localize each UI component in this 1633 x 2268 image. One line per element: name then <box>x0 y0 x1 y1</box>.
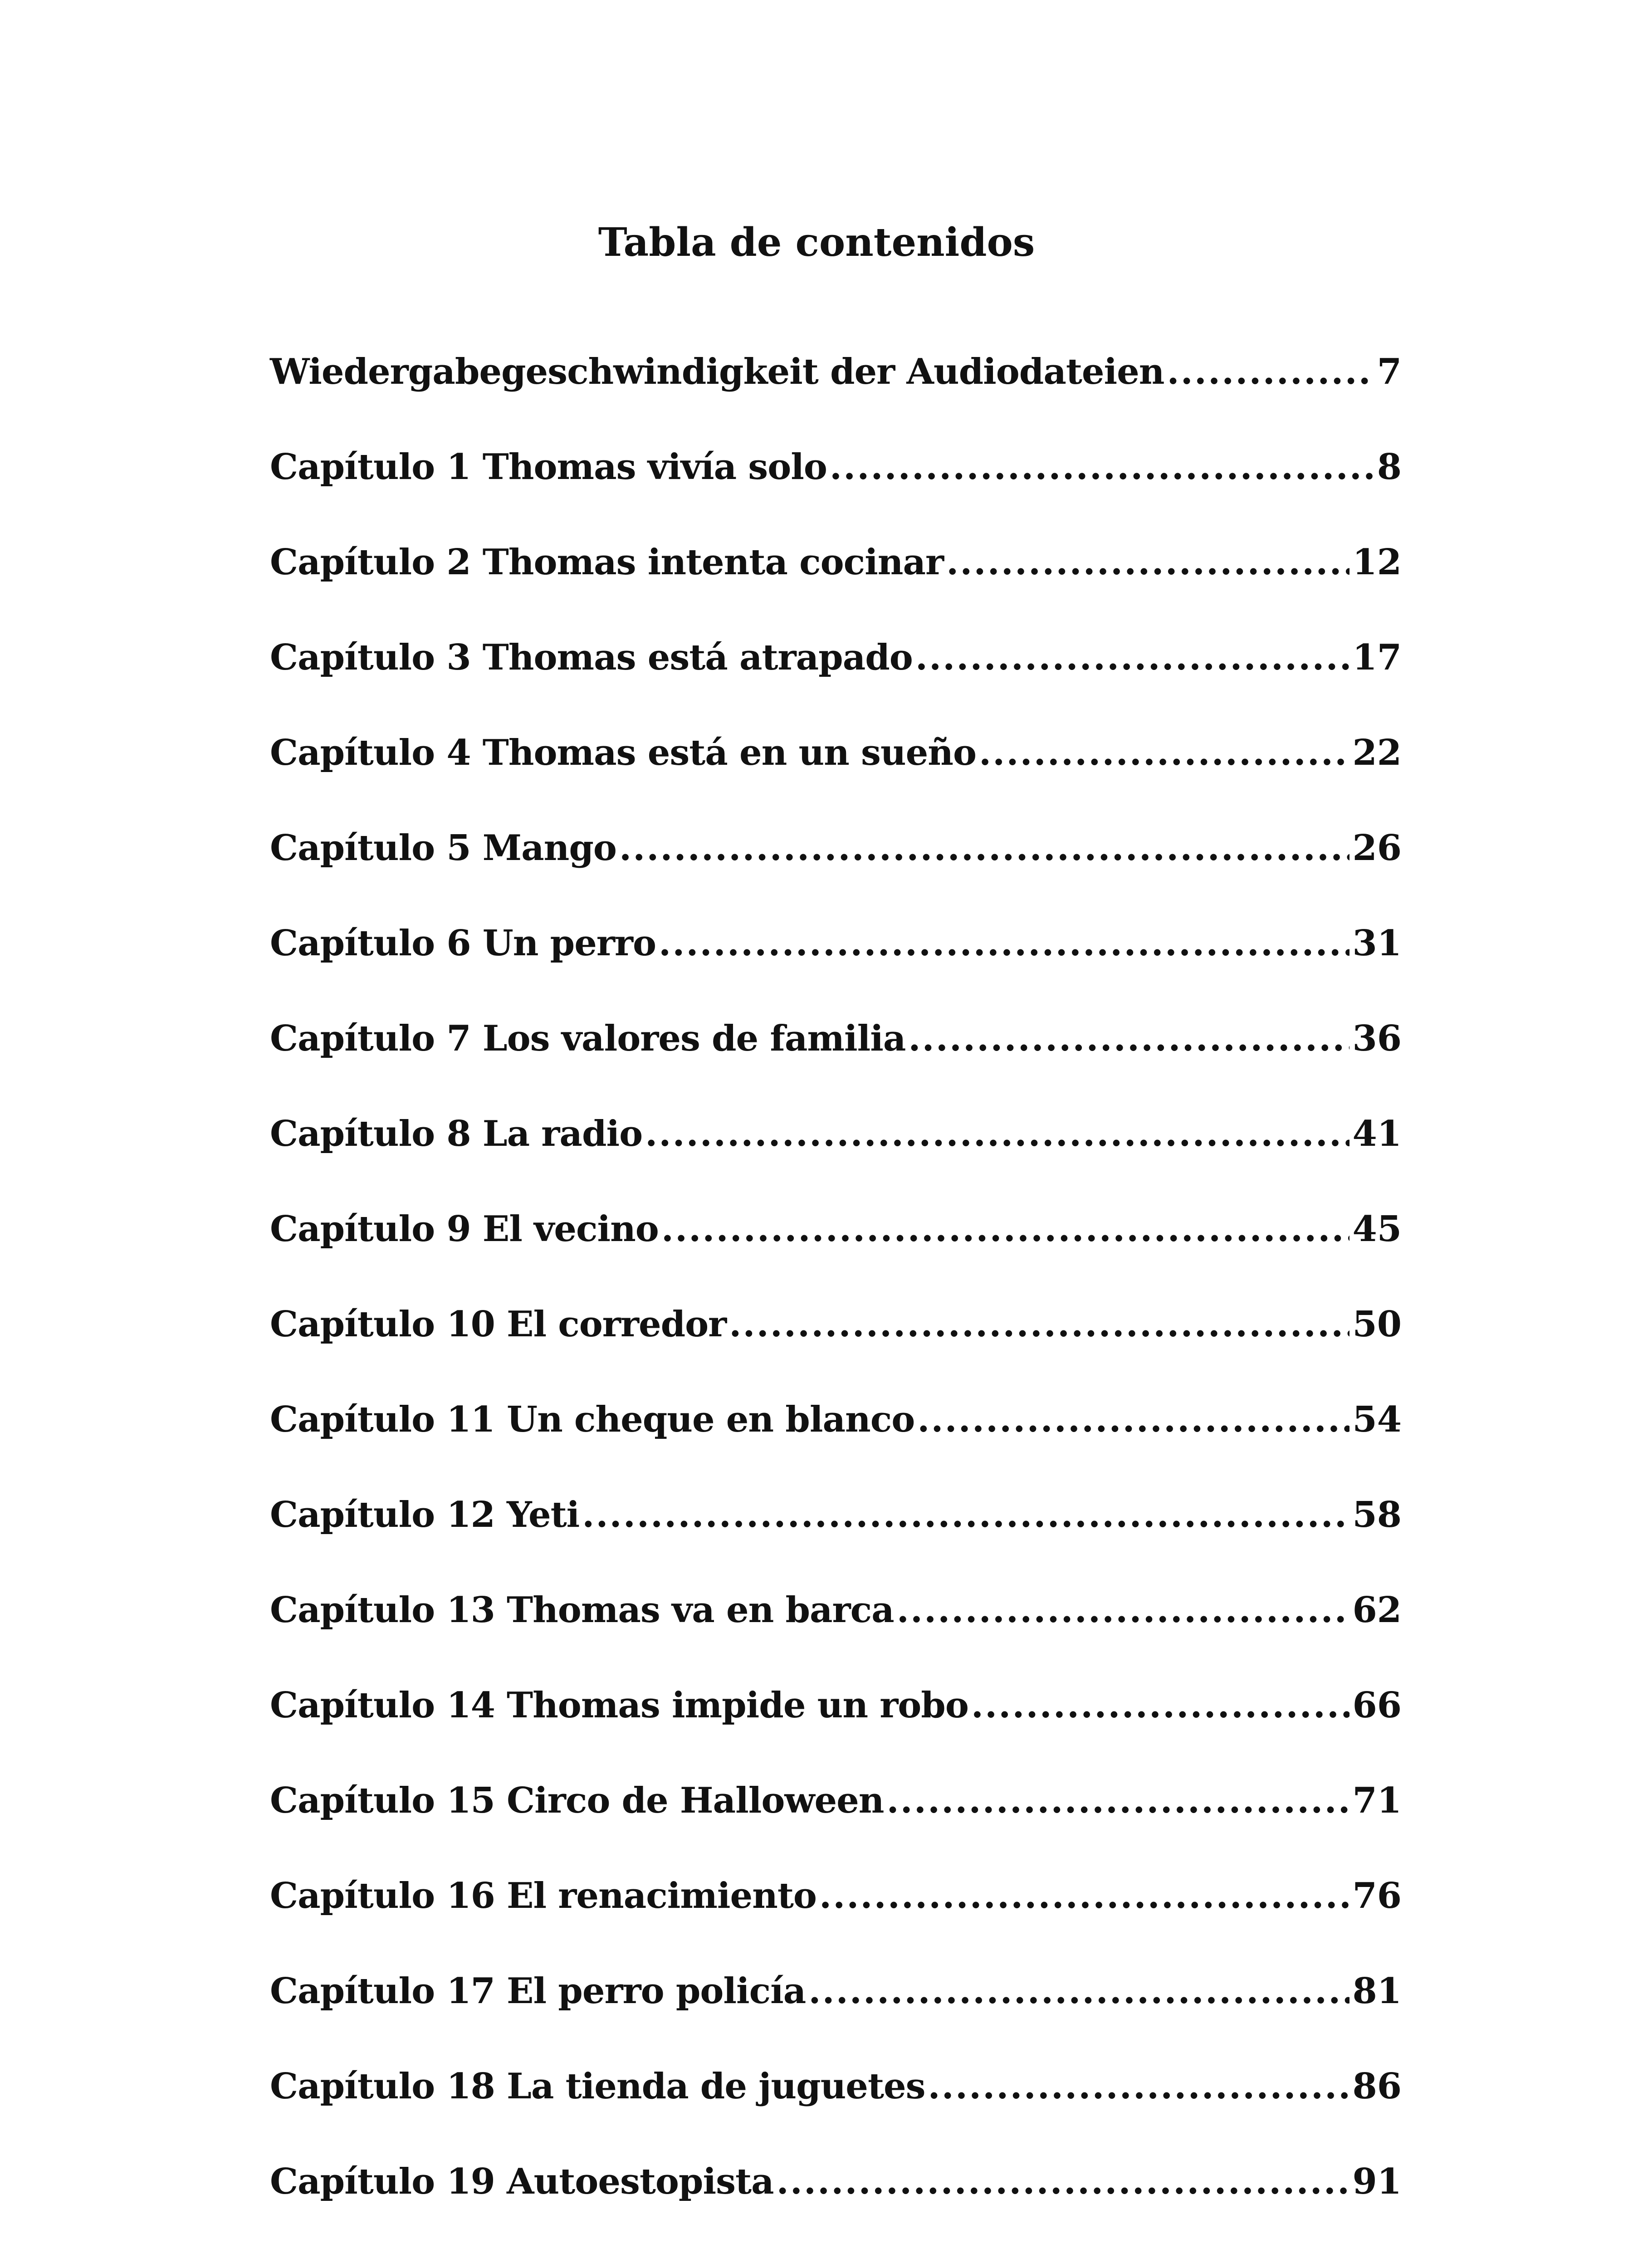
toc-entry[interactable] <box>270 535 1402 631</box>
toc-entry-title: Capítulo 11 Un cheque en blanco <box>270 1399 915 1440</box>
toc-entry-title: Wiedergabegeschwindigkeit der Audiodateien <box>270 351 1164 392</box>
page-title: Tabla de contenidos <box>598 220 1035 265</box>
toc-entry[interactable] <box>270 916 1402 1012</box>
toc-entry-title: Capítulo 8 La radio <box>270 1113 643 1154</box>
toc-entry[interactable] <box>270 1488 1402 1583</box>
toc-entry-page: 8 <box>1377 446 1402 488</box>
dot-leader <box>1167 345 1374 399</box>
dot-leader <box>645 1107 1349 1161</box>
dot-leader <box>619 821 1350 875</box>
toc-entry-page: 7 <box>1377 351 1402 392</box>
toc-entry-title: Capítulo 16 El renacimiento <box>270 1875 816 1916</box>
page-number <box>0 2266 1633 2268</box>
toc-entry[interactable] <box>270 726 1402 821</box>
toc-entry[interactable] <box>270 631 1402 726</box>
dot-leader <box>777 2155 1350 2209</box>
toc-entry-page: 71 <box>1352 1780 1402 1821</box>
toc-entry-title: Capítulo 12 Yeti <box>270 1494 580 1535</box>
dot-leader <box>661 1202 1350 1256</box>
toc-entry-title: Capítulo 9 El vecino <box>270 1208 659 1250</box>
toc-entry-page: 76 <box>1352 1875 1402 1916</box>
toc-entry-page: 45 <box>1352 1208 1402 1250</box>
toc-entry-page: 22 <box>1352 732 1402 773</box>
dot-leader <box>917 1393 1349 1447</box>
toc-entry[interactable] <box>270 1202 1402 1297</box>
toc-entry-title: Capítulo 3 Thomas está atrapado <box>270 637 913 678</box>
toc-entry-page: 86 <box>1352 2066 1402 2107</box>
toc-entry-title: Capítulo 17 El perro policía <box>270 1970 806 2012</box>
toc-entry-title: Capítulo 19 Autoestopista <box>270 2161 774 2202</box>
toc-entry-title: Capítulo 15 Circo de Halloween <box>270 1780 884 1821</box>
toc-entry[interactable] <box>270 1393 1402 1488</box>
toc-entry[interactable] <box>270 440 1402 535</box>
toc-entry-page: 81 <box>1352 1970 1402 2012</box>
dot-leader <box>659 916 1349 971</box>
dot-leader <box>582 1488 1349 1542</box>
toc-entry[interactable] <box>270 1774 1402 1869</box>
toc-entry-page: 91 <box>1352 2161 1402 2202</box>
dot-leader <box>971 1678 1350 1733</box>
dot-leader <box>729 1297 1349 1352</box>
toc-entry-title: Capítulo 4 Thomas está en un sueño <box>270 732 977 773</box>
toc-entry-title: Capítulo 2 Thomas intenta cocinar <box>270 542 944 583</box>
toc-entry[interactable] <box>270 2059 1402 2155</box>
toc-entry-title: Capítulo 18 La tienda de juguetes <box>270 2066 925 2107</box>
dot-leader <box>946 535 1349 590</box>
toc-entry-page: 31 <box>1352 923 1402 964</box>
dot-leader <box>830 440 1374 494</box>
toc-entry-title: Capítulo 6 Un perro <box>270 923 656 964</box>
toc-entry-page: 17 <box>1352 637 1402 678</box>
toc-entry-page: 66 <box>1352 1685 1402 1726</box>
toc-entry[interactable] <box>270 1964 1402 2059</box>
toc-entry-page: 12 <box>1352 542 1402 583</box>
dot-leader <box>897 1583 1350 1637</box>
dot-leader <box>979 726 1349 780</box>
toc-entry-page: 58 <box>1352 1494 1402 1535</box>
dot-leader <box>915 631 1350 685</box>
table-of-contents <box>270 345 1402 2250</box>
toc-entry-title: Capítulo 7 Los valores de familia <box>270 1018 906 1059</box>
toc-entry-page: 26 <box>1352 827 1402 869</box>
toc-entry[interactable] <box>270 1107 1402 1202</box>
toc-entry-page: 54 <box>1352 1399 1402 1440</box>
toc-entry[interactable] <box>270 1583 1402 1678</box>
toc-entry-page: 50 <box>1352 1304 1402 1345</box>
toc-entry-page: 41 <box>1352 1113 1402 1154</box>
dot-leader <box>886 1774 1349 1828</box>
toc-entry[interactable] <box>270 1869 1402 1964</box>
toc-entry[interactable] <box>270 2155 1402 2250</box>
dot-leader <box>808 1964 1349 2019</box>
toc-entry-title: Capítulo 1 Thomas vivía solo <box>270 446 827 488</box>
toc-entry-page: 36 <box>1352 1018 1402 1059</box>
toc-entry[interactable] <box>270 345 1402 440</box>
toc-entry-title: Capítulo 14 Thomas impide un robo <box>270 1685 968 1726</box>
toc-entry[interactable] <box>270 821 1402 916</box>
toc-entry[interactable] <box>270 1297 1402 1393</box>
toc-entry[interactable] <box>270 1678 1402 1774</box>
toc-entry-title: Capítulo 13 Thomas va en barca <box>270 1589 894 1631</box>
toc-entry-title: Capítulo 5 Mango <box>270 827 616 869</box>
toc-entry-page: 62 <box>1352 1589 1402 1631</box>
dot-leader <box>908 1012 1349 1066</box>
toc-entry[interactable] <box>270 1012 1402 1107</box>
toc-entry-title: Capítulo 10 El corredor <box>270 1304 727 1345</box>
dot-leader <box>928 2059 1350 2114</box>
dot-leader <box>819 1869 1350 1923</box>
